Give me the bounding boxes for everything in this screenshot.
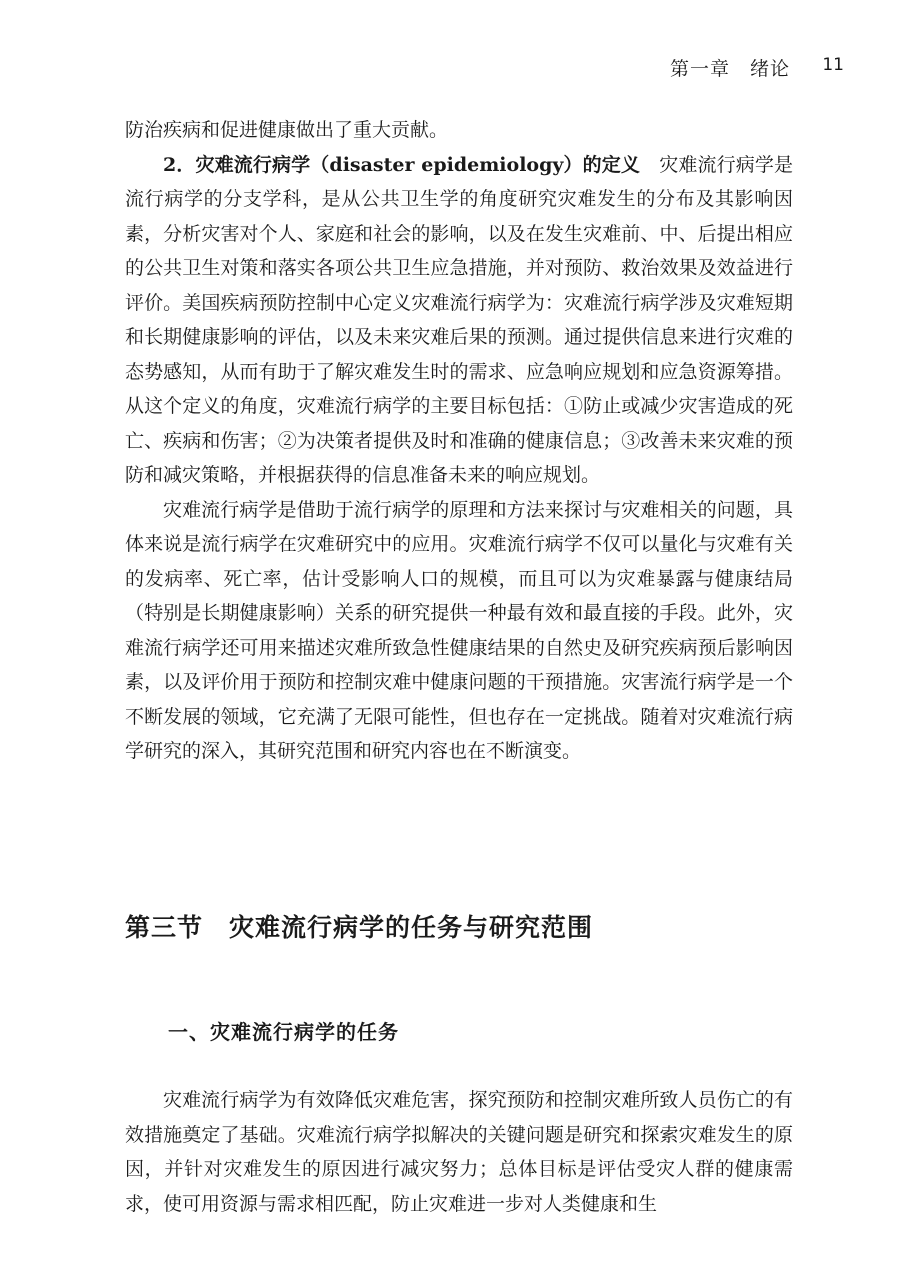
paragraph-text: 灾难流行病学是流行病学的分支学科，是从公共卫生学的角度研究灾难发生的分布及其影响因素，分析灾害对个人、家庭和社会的影响，以及在发生灾难前、中、后提出相应的公共卫生对策和落实各项公共卫生应急措施，并对预防、救治效果及效益进行评价。美国疾病预防控制中心定义灾难流行病学为：灾难流行病学涉及灾难短期和长期健康影响的评估，以及未来灾难后果的预测。通过提供信息来进行灾难的态势感知，从而有助于了解灾难发生时的需求、应急响应规划和应急资源筹措。从这个定义的角度，灾难流行病学的主要目标包括：①防止或减少灾害造成的死亡、疾病和伤害；②为决策者提供及时和准确的健康信息；③改善未来灾难的预防和减灾策略，并根据获得的信息准备未来的响应规划。 [125, 153, 793, 486]
paragraph-tasks: 灾难流行病学为有效降低灾难危害，探究预防和控制灾难所致人员伤亡的有效措施奠定了基础。灾难流行病学拟解决的关键问题是研究和探索灾难发生的原因，并针对灾难发生的原因进行减灾努力；总体目标是评估受灾人群的健康需求，使可用资源与需求相匹配，防止灾难进一步对人类健康和生 [125, 1089, 793, 1215]
running-header [0, 54, 900, 82]
paragraph-application: 灾难流行病学是借助于流行病学的原理和方法来探讨与灾难相关的问题，具体来说是流行病学在灾难研究中的应用。灾难流行病学不仅可以量化与灾难有关的发病率、死亡率，估计受影响人口的规模，而且可以为灾难暴露与健康结局（特别是长期健康影响）关系的研究提供一种最有效和最直接的手段。此外，灾难流行病学还可用来描述灾难所致急性健康结果的自然史及研究疾病预后影响因素，以及评价用于预防和控制灾难中健康问题的干预措施。灾害流行病学是一个不断发展的领域，它充满了无限可能性，但也存在一定挑战。随着对灾难流行病学研究的深入，其研究范围和研究内容也在不断演变。 [125, 498, 793, 762]
subsection-title: 一、灾难流行病学的任务 [168, 1020, 399, 1044]
paragraph-definition [125, 148, 793, 493]
paragraph-continued: 防治疾病和促进健康做出了重大贡献。 [125, 119, 449, 141]
body-text-bottom [125, 1083, 793, 1221]
section-title: 第三节 灾难流行病学的任务与研究范围 [125, 913, 594, 942]
chapter-title: 第一章 绪论 [669, 58, 790, 80]
paragraph-heading: 2．灾难流行病学（disaster epidemiology）的定义 [163, 153, 641, 176]
body-text-top [125, 113, 793, 769]
page-number: 11 [822, 55, 844, 75]
